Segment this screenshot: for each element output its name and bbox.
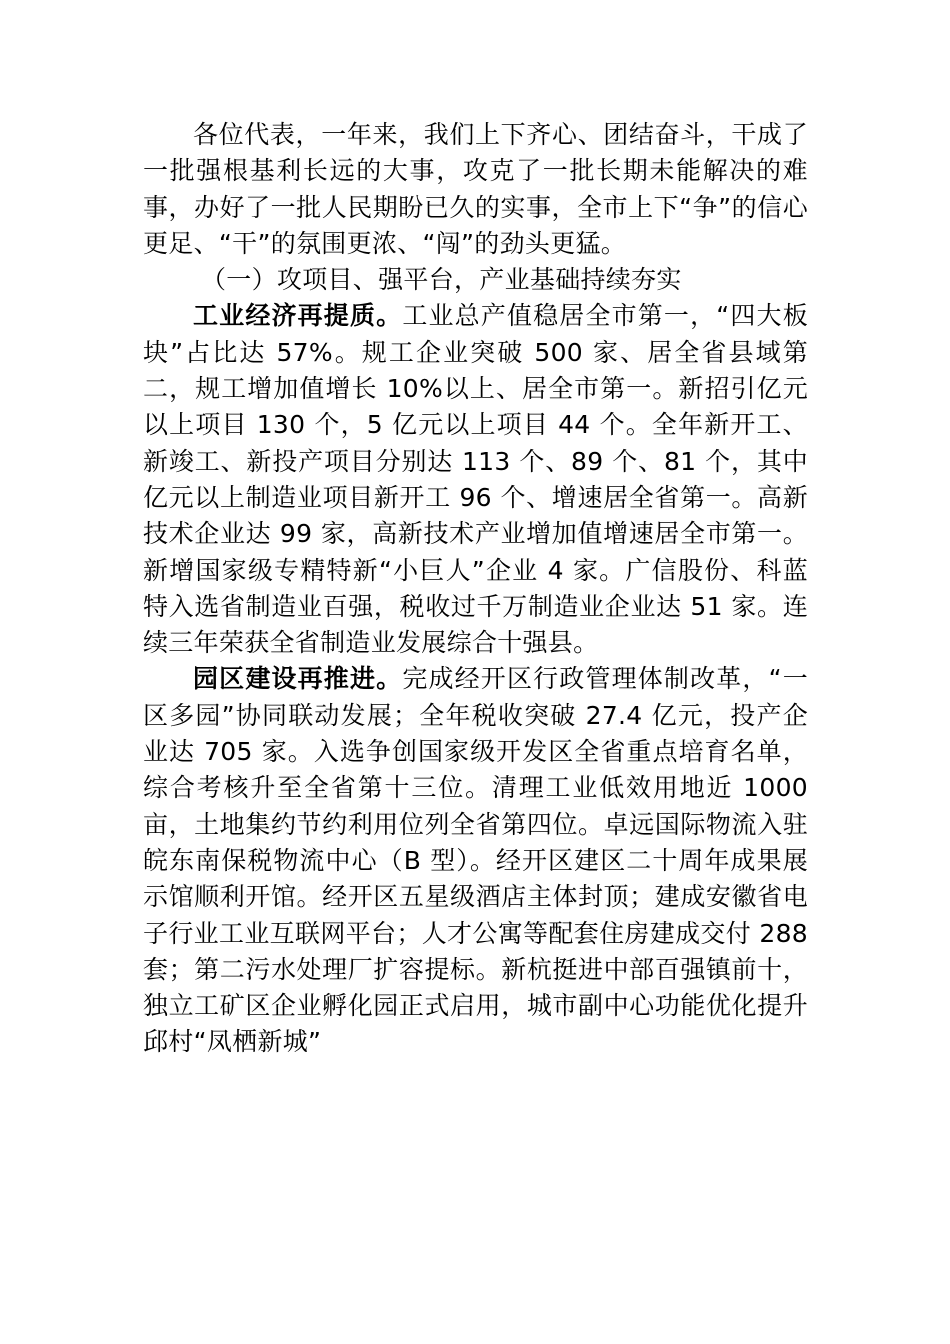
section-heading: （一）攻项目、强平台，产业基础持续夯实 [201, 265, 682, 295]
document-body [143, 117, 808, 1061]
park-construction-paragraph [143, 661, 808, 1060]
industrial-economy-body: 工业总产值稳居全市第一，“四大板块”占比达 57%。规工企业突破 500 家、居全省县域第二，规工增加值增长 10%以上、居全市第一。新招引亿元以上项目 130 个，5 亿元以上项目 44 个。全年新开工、新竣工、新投产项目分别达 113 个、89 个、81 个，其中亿元以上制造业项目新开工 96 个、增速居全省第一。高新技术企业达 99 家，高新技术产业增加值增速居全市第一。新增国家级专精特新“小巨人”企业 4 家。广信股份、科蓝特入选省制造业百强，税收过千万制造业企业达 51 家。连续三年荣获全省制造业发展综合十强县。 [143, 301, 808, 658]
industrial-economy-paragraph [143, 298, 808, 661]
park-construction-body: 完成经开区行政管理体制改革，“一区多园”协同联动发展；全年税收突破 27.4 亿元，投产企业达 705 家。入选争创国家级开发区全省重点培育名单，综合考核升至全省第十三位。清理工业低效用地近 1000 亩，土地集约节约利用位列全省第四位。卓远国际物流入驻皖东南保税物流中心（B 型）。经开区建区二十周年成果展示馆顺利开馆。经开区五星级酒店主体封顶；建成安徽省电子行业工业互联网平台；人才公寓等配套住房建成交付 288 套；第二污水处理厂扩容提标。新杭挺进中部百强镇前十，独立工矿区企业孵化园正式启用，城市副中心功能优化提升邱村“凤栖新城” [143, 664, 808, 1057]
park-construction-lead: 园区建设再推进。 [193, 664, 403, 694]
intro-paragraph: 各位代表，一年来，我们上下齐心、团结奋斗，干成了一批强根基利长远的大事，攻克了一批长期未能解决的难事，办好了一批人民期盼已久的实事，全市上下“争”的信心更足、“干”的氛围更浓、“闯”的劲头更猛。 [143, 120, 808, 258]
industrial-economy-lead: 工业经济再提质。 [193, 301, 403, 331]
